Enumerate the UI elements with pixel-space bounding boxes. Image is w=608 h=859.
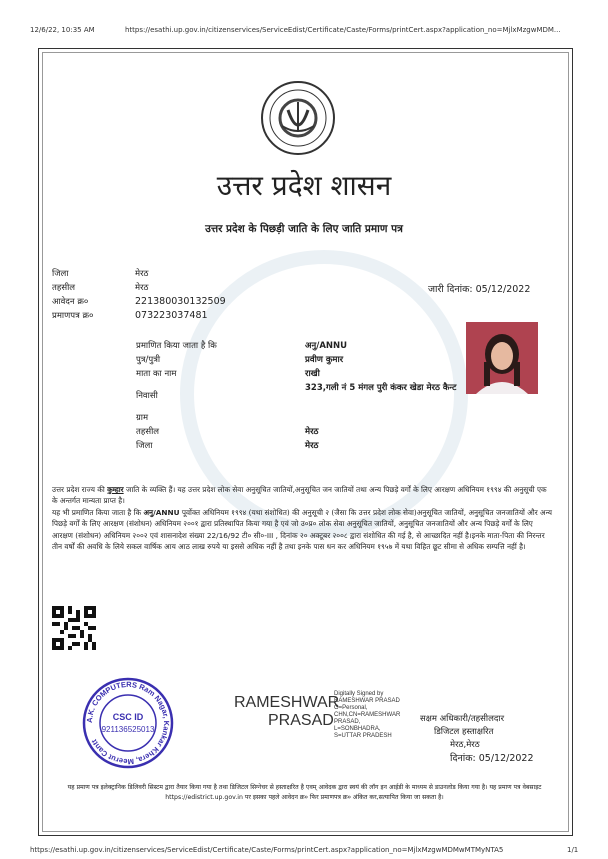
csc-stamp [80,675,176,771]
paragraph-caste [52,484,552,507]
authority-place: मेरठ,मेरठ [450,740,480,750]
meta-label-district: जिला [52,269,69,279]
authority-title: सक्षम अधिकारी/तहसीलदार [420,714,505,724]
stamp-csc-label: CSC ID [112,712,144,722]
person-value-name: अनु/ANNU [305,341,348,351]
digital-signature-details [334,691,400,740]
meta-value-district: मेरठ [135,269,149,279]
print-footer-url: https://esathi.up.gov.in/citizenservices/ServiceEdist/Certificate/Caste/Forms/printCert.aspx?application_no=MjlxMzgwMDMwMTMyNTA5 [30,846,504,854]
person-label-district: जिला [136,441,153,451]
person-value-father: प्रवीण कुमार [305,355,344,365]
sig-line-7: S=UTTAR PRADESH [334,733,392,739]
government-heading: उत्तर प्रदेश शासन [216,169,392,202]
paragraph-certification-body: पूर्वोक्त अधिनियम १९९४ (यथा संशोधित) की अनुसूची २ (जैसा कि उत्तर प्रदेश लोक सेवा)अनुसूचित जातियों, अनुसूचित जनजातियों और अन्य पिछड़े वर्गों के लिए आरक्षण (संशोधन) अधिनियम २००१ द्वारा प्रतिस्थापित किया गया है एवं जो उ०प्र० लोक सेवा अनुसूचित जातियों, अनुसूचित जनजातियों और अन्य पिछड़े वर्गों के लिए आरक्षण (संशोधन) अधिनियम २००२ एवं शासनादेश संख्या 22/16/92 टी० सी०-III , दिनांक २० अक्टूबर २००८ द्वारा संशोधित की गई है, से आच्छादित नहीं है।इनके माता-पिता की निरन्तर तीन वर्षों की अवधि के लिये सकल वार्षिक आय आठ लाख रुपये या इससे अधिक नहीं है तथा इनके पास धन कर अधिनियम १९५७ में यथा विहित छूट सीमा से अधिक सम्पत्ति नहीं है। [52,508,552,551]
caste-name: कुम्हार [107,485,124,494]
person-value-district: मेरठ [305,441,319,451]
meta-value-application-no: 221380030132509 [135,296,226,307]
meta-value-certificate-no: 073223037481 [135,310,208,321]
person-label-mother: माता का नाम [136,369,177,379]
sig-line-2: RAMESHWAR PRASAD [334,698,400,704]
print-url: https://esathi.up.gov.in/citizenservices/ServiceEdist/Certificate/Caste/Forms/printCert.aspx?application_no=MjlxMzgwMDM... [125,26,561,34]
certificate-title: उत्तर प्रदेश के पिछड़ी जाति के लिए जाति प्रमाण पत्र [205,223,403,235]
paragraph-certification-intro: यह भी प्रमाणित किया जाता है कि [52,508,142,517]
sig-line-5: PRASAD, [334,719,361,725]
person-value-mother: राखी [305,369,320,379]
sig-line-6: L=SONBHADRA, [334,726,381,732]
person-label-child-of: पुत्र/पुत्री [136,355,161,365]
person-label-certified: प्रमाणित किया जाता है कि [136,341,217,351]
footer-note: यह प्रमाण पत्र इलेक्ट्रानिक डिलिवरी सिस्टम द्वारा तैयार किया गया है तथा डिजिटल सिग्नेचर से हस्ताक्षरित है एवम् आवेदक द्वारा स्वयं की लॉग इन आईडी के माध्यम से डाउनलोड किया गया है। यह प्रमाण पत्र वेबसाइट https://edistrict.up.gov.in पर इसका पहले आवेदन क्र० फिर प्रमाणपत्र क्र० अंकित कर,सत्यापित किया जा सकता है। [67,784,542,801]
qr-code [52,606,96,650]
paragraph-caste-body: जाति के व्यक्ति हैं। यह उत्तर प्रदेश लोक सेवा अनुसूचित जातियों,अनुसूचित जन जातियों तथा अन्य पिछड़े वर्गों के लिए आरक्षण अधिनियम १९९४ की अनुसूची एक के अन्तर्गत मान्यता प्राप्त है। [52,485,547,506]
meta-label-tehsil: तहसील [52,283,76,293]
person-label-tehsil: तहसील [136,427,160,437]
person-label-village: ग्राम [136,413,149,423]
paragraph-certification [52,507,552,552]
signer-name-line1: RAMESHWAR [234,694,340,711]
stamp-csc-id: 921136525013 [101,725,155,734]
paragraph-caste-intro: उत्तर प्रदेश राज्य की [52,485,105,494]
applicant-photo [466,322,538,394]
meta-label-application-no: आवेदन क्र० [52,297,89,307]
certified-name: अनु/ANNU [143,508,180,517]
sig-line-1: Digitally Signed by [334,691,384,697]
print-datetime: 12/6/22, 10:35 AM [30,26,95,34]
person-label-resident: निवासी [136,391,158,401]
person-value-address: 323,गली नं 5 मंगल पुरी कंकर खेडा मेरठ कैन्ट [305,383,457,393]
stamp-ring-text: A.K. COMPUTERS Ram Nagar, Kankar Khera, Meerut Cantt [84,679,172,767]
signer-name-line2: PRASAD [268,712,334,729]
authority-digital: डिजिटल हस्ताक्षरित [434,727,494,737]
meta-value-tehsil: मेरठ [135,283,149,293]
sig-line-3: O=Personal, [334,705,368,711]
sig-line-4: CHN,CN=RAMESHWAR [334,712,401,718]
meta-label-certificate-no: प्रमाणपत्र क्र० [52,311,94,321]
authority-date: दिनांक: 05/12/2022 [450,753,534,764]
print-page-number: 1/1 [567,846,579,854]
person-value-tehsil: मेरठ [305,427,319,437]
authority-block [420,713,534,765]
up-emblem-icon [260,80,336,156]
issue-date: जारी दिनांक: 05/12/2022 [428,284,531,295]
